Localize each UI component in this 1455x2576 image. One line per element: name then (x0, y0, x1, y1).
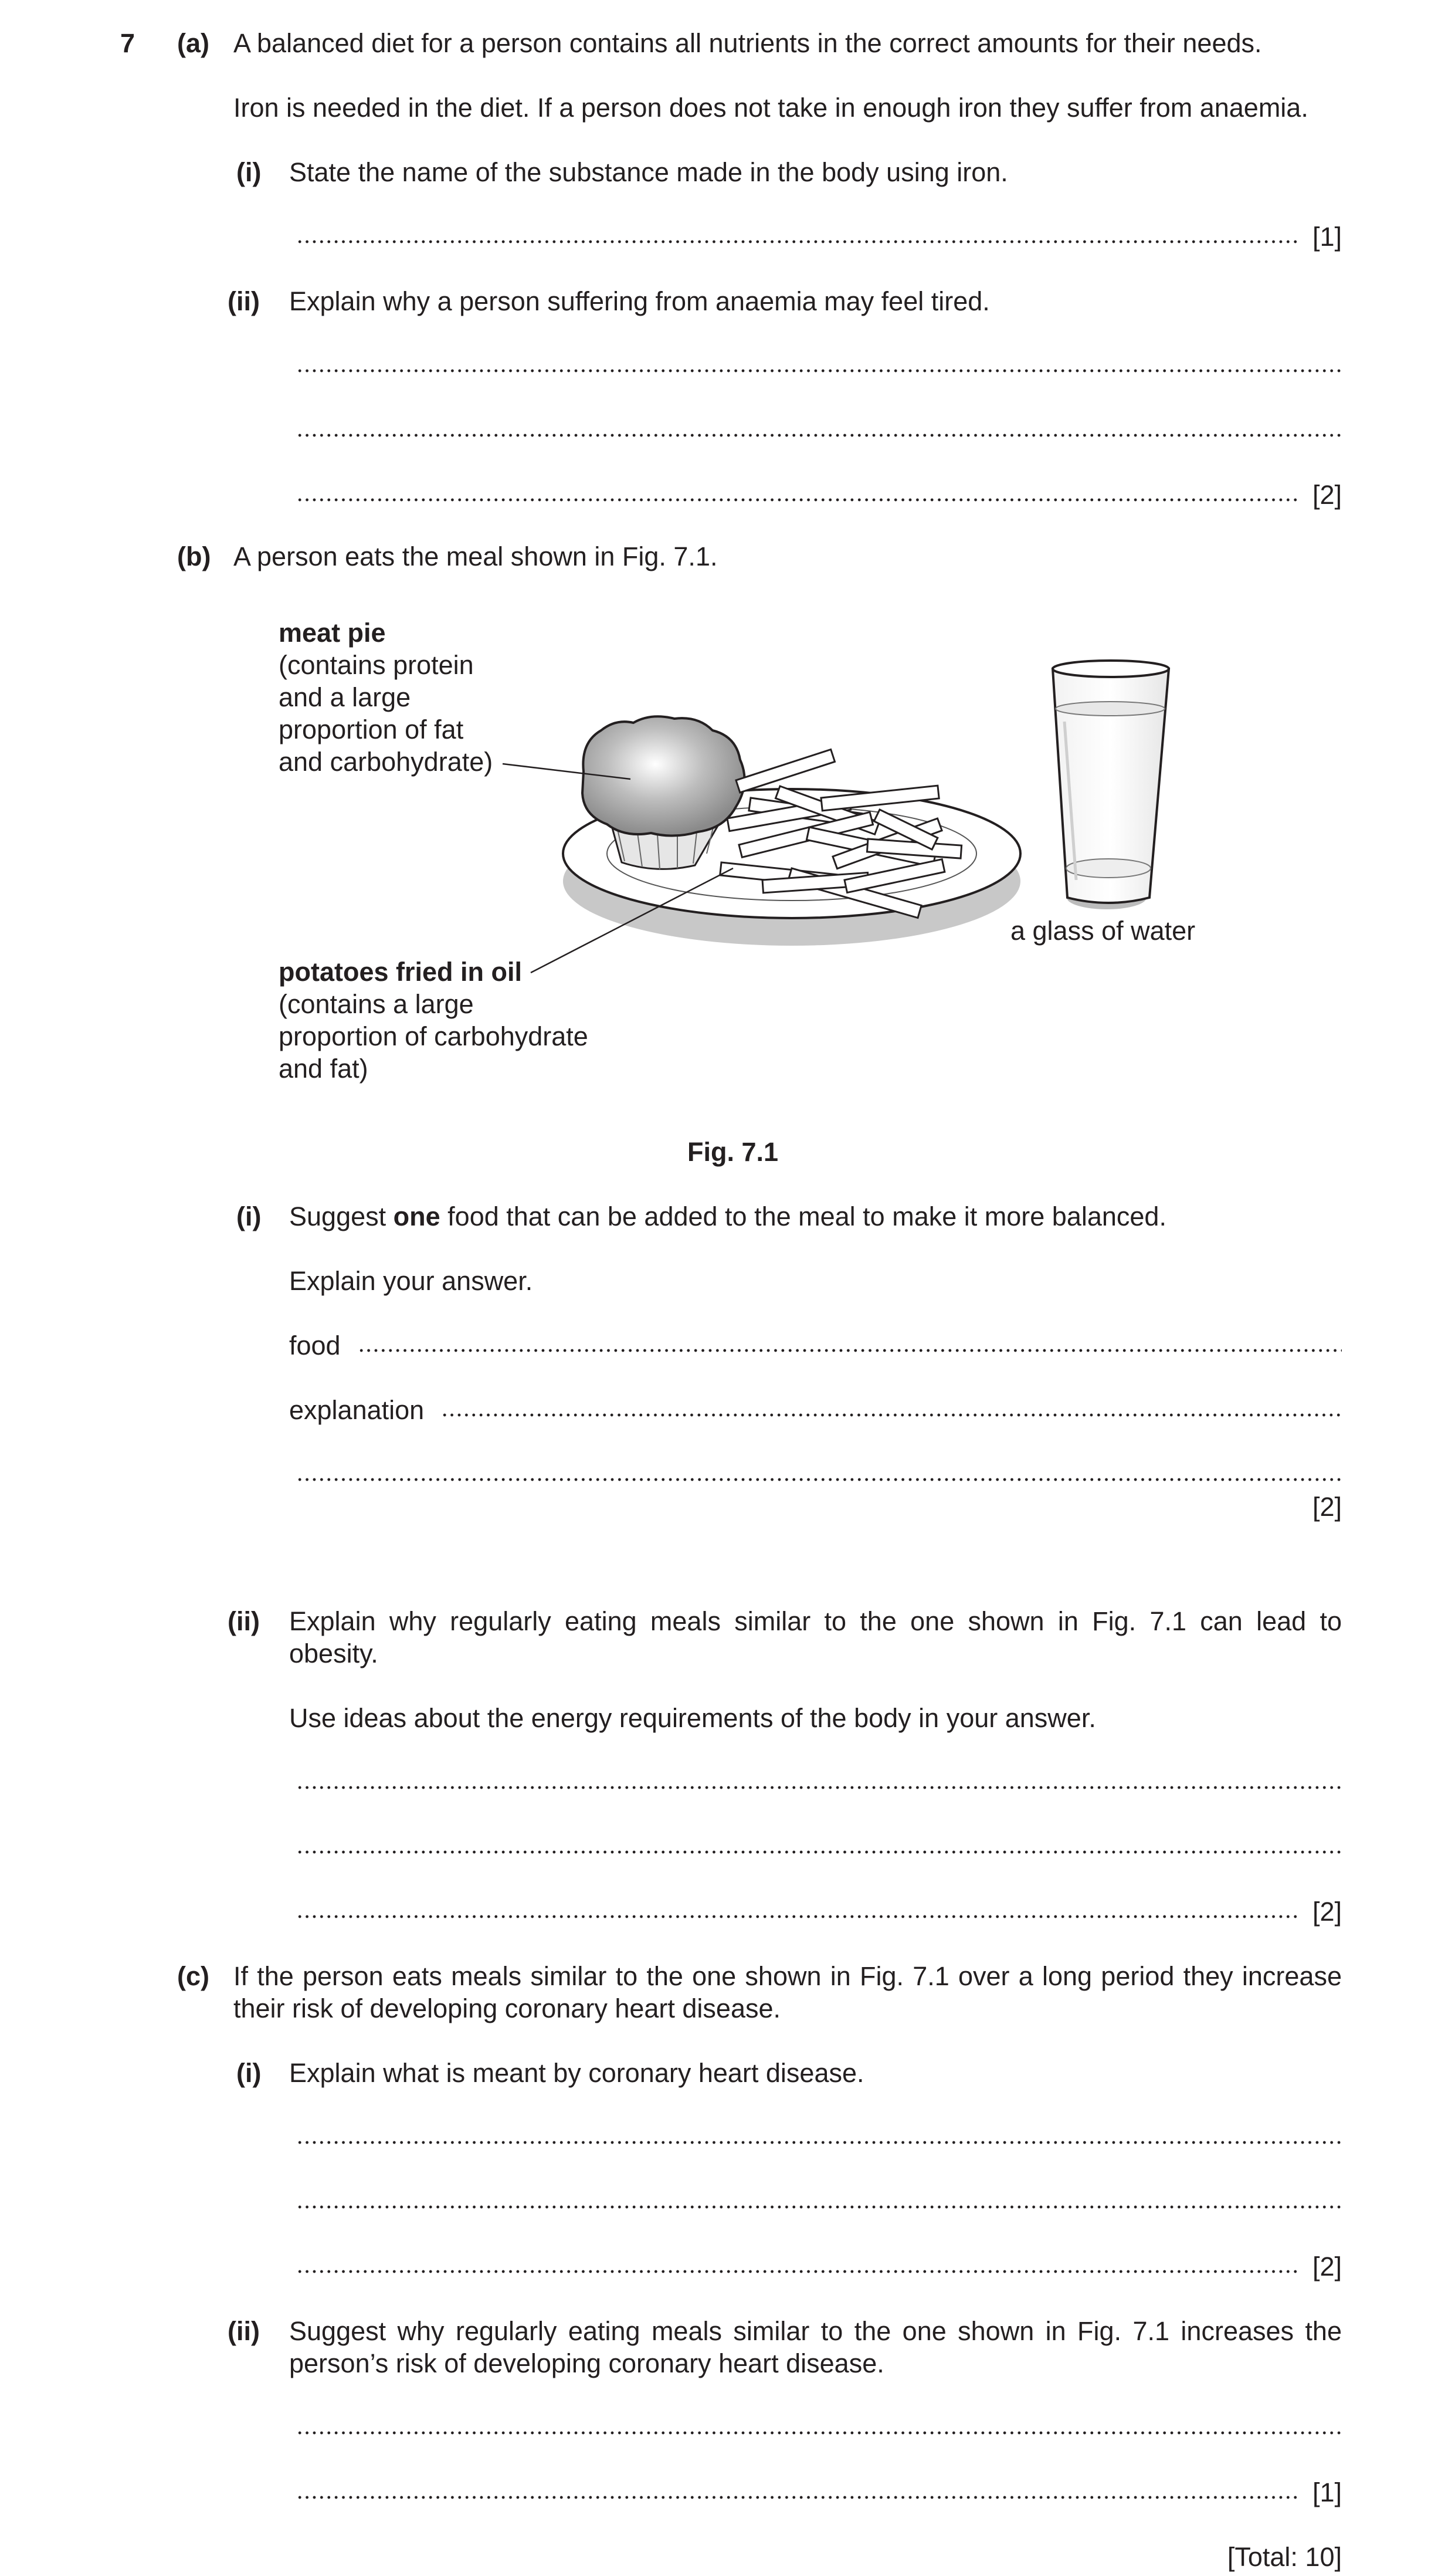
water-label: a glass of water (1010, 916, 1196, 946)
part-c-intro: their risk of developing coronary heart disease. (233, 1993, 781, 2023)
mark-allocation: [2] (1312, 1492, 1342, 1522)
figure-caption: Fig. 7.1 (687, 1137, 779, 1167)
meat-pie-description: proportion of fat (279, 715, 464, 744)
part-b-i-question (289, 1201, 1166, 1233)
part-a-intro-1: A balanced diet for a person contains all nutrients in the correct amounts for their needs. (233, 28, 1262, 58)
explanation-answer-line[interactable] (441, 1413, 1342, 1417)
part-b-ii-question: obesity. (289, 1639, 378, 1668)
question-number: 7 (120, 28, 135, 58)
part-a-intro-2: Iron is needed in the diet. If a person does not take in enough iron they suffer from anaemia. (233, 93, 1308, 123)
answer-line[interactable] (296, 2205, 1342, 2209)
potato-description: proportion of carbohydrate (279, 1021, 588, 1051)
meat-pie-description: and carbohydrate) (279, 747, 493, 777)
meat-pie-description: (contains protein (279, 650, 474, 680)
answer-line[interactable] (296, 1850, 1342, 1854)
food-answer-line[interactable] (358, 1349, 1342, 1352)
part-b-intro: A person eats the meal shown in Fig. 7.1. (233, 541, 718, 571)
answer-line[interactable] (296, 1786, 1342, 1789)
potato-description: and fat) (279, 1054, 368, 1084)
mark-allocation: [2] (1312, 480, 1342, 510)
part-c-intro: If the person eats meals similar to the one shown in Fig. 7.1 over a long period they increase (233, 1961, 1342, 1991)
part-b-label: (b) (177, 541, 211, 571)
mark-allocation: [2] (1312, 2252, 1342, 2281)
potato-label: potatoes fried in oil (279, 957, 523, 987)
answer-line[interactable] (296, 2270, 1299, 2273)
answer-line[interactable] (296, 1478, 1342, 1481)
emphasis-one: one (393, 1201, 440, 1231)
answer-line[interactable] (296, 2431, 1342, 2435)
part-c-i-question: Explain what is meant by coronary heart disease. (289, 2058, 864, 2088)
mark-allocation: [1] (1312, 2477, 1342, 2507)
part-a-label: (a) (177, 28, 209, 58)
part-a-ii-label: (ii) (228, 286, 260, 316)
part-c-label: (c) (177, 1961, 209, 1991)
glass-of-water (1053, 661, 1169, 909)
mark-allocation: [2] (1312, 1897, 1342, 1927)
part-b-ii-instruction: Use ideas about the energy requirements of the body in your answer. (289, 1703, 1096, 1733)
answer-line[interactable] (296, 2141, 1342, 2144)
question-text: food that can be added to the meal to make it more balanced. (440, 1201, 1166, 1231)
part-a-ii-question: Explain why a person suffering from anaemia may feel tired. (289, 286, 990, 316)
meat-pie-label: meat pie (279, 618, 386, 648)
answer-line[interactable] (296, 1915, 1299, 1918)
meat-pie-description: and a large (279, 682, 411, 712)
answer-line[interactable] (296, 2496, 1299, 2499)
potato-description: (contains a large (279, 989, 474, 1019)
part-a-i-label: (i) (236, 157, 262, 187)
part-c-i-label: (i) (236, 2058, 262, 2088)
question-text: Suggest (289, 1201, 394, 1231)
explanation-label: explanation (289, 1395, 425, 1425)
food-label: food (289, 1331, 341, 1360)
part-b-ii-label: (ii) (228, 1606, 260, 1636)
part-a-i-question: State the name of the substance made in the body using iron. (289, 157, 1008, 187)
mark-allocation: [1] (1312, 222, 1342, 252)
part-b-ii-question: Explain why regularly eating meals similar to the one shown in Fig. 7.1 can lead to (289, 1606, 1342, 1636)
part-c-ii-question: person’s risk of developing coronary heart disease. (289, 2348, 884, 2378)
part-c-ii-label: (ii) (228, 2316, 260, 2346)
part-c-ii-question: Suggest why regularly eating meals similar to the one shown in Fig. 7.1 increases the (289, 2316, 1342, 2346)
meal-illustration (0, 0, 1455, 1115)
part-b-i-label: (i) (236, 1201, 262, 1231)
part-b-i-instruction: Explain your answer. (289, 1266, 533, 1296)
total-marks: [Total: 10] (1227, 2542, 1342, 2572)
